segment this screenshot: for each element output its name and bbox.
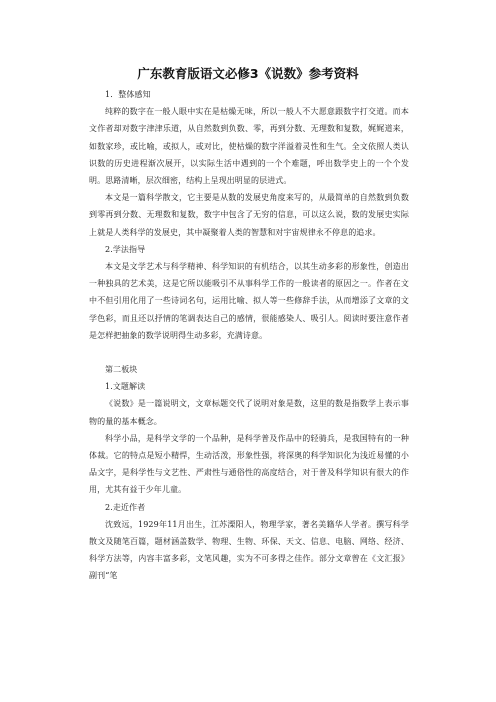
- paragraph: 本文是一篇科学散文，它主要是从数的发展史角度来写的，从最简单的自然数到负数到零再到分数、无理数和复数，数字中包含了无穷的信息，可以这么说，数的发展史实际上就是人类科学的发展史，其中凝聚着人类的智慧和对宇宙规律永不停息的追求。: [89, 193, 409, 237]
- section-heading-overview: 1．整体感知: [105, 90, 151, 99]
- paragraph: 纯粹的数字在一般人眼中实在是枯燥无味，所以一般人不大愿意跟数字打交道。而本文作者却对数字津津乐道，从自然数到负数、零，再到分数、无理数和复数，娓娓道来，如数家珍，或比喻，或拟人，或对比，使枯燥的数字洋溢着灵性和生气。全文依照人类认识数的历史进程渐次展开，以实际生活中遇到的一个个难题，呼出数学史上的一个个发明。思路清晰，层次细密，结构上呈现出明显的层进式。: [89, 107, 409, 186]
- section-heading-part-two: 第二板块: [105, 365, 138, 375]
- paragraph: 《说数》是一篇说明文，文章标题交代了说明对象是数，这里的数是指数学上表示事物的量的基本概念。: [89, 399, 409, 426]
- section-heading-author: 2.走近作者: [105, 502, 146, 512]
- document-title: 广东教育版语文必修3《说数》参考资料: [137, 66, 359, 81]
- paragraph: 沈致远，1929年11月出生，江苏溧阳人，物理学家，著名美籍华人学者。撰写科学散文及随笔百篇，题材涵盖数学、物理、生物、环保、天文、信息、电脑、网络、经济、科学方法等，内容丰富多彩，文笔风趣，实为不可多得之佳作。部分文章曾在《文汇报》副刊“笔: [89, 519, 409, 581]
- paragraph: 本文是文学艺术与科学精神、科学知识的有机结合，以其生动多彩的形象性，创造出一种独具的艺术美，这是它所以能吸引不从事科学工作的一般读者的原因之一。作者在文中不但引用化用了一些诗词名句，运用比喻、拟人等一些修辞手法，从而增添了文章的文学色彩，而且还以抒情的笔调表达自己的感情，很能感染人、吸引人。阅读时要注意作者是怎样把抽象的数学说明得生动多彩，充满诗意。: [89, 262, 409, 340]
- section-heading-title-reading: 1.文题解读: [105, 382, 146, 392]
- document-body: [89, 86, 409, 585]
- section-spacer: [89, 344, 409, 361]
- section-heading-study-guide: 2.学法指导: [105, 244, 146, 254]
- paragraph: 科学小品，是科学文学的一个品种，是科学普及作品中的轻骑兵，是我国特有的一种体裁。它的特点是短小精悍，生动活泼，形象性强，将深奥的科学知识化为浅近易懂的小品文字，是科学性与文艺性、严肃性与通俗性的高度结合，对于普及科学知识有很大的作用，尤其有益于少年儿童。: [89, 433, 409, 495]
